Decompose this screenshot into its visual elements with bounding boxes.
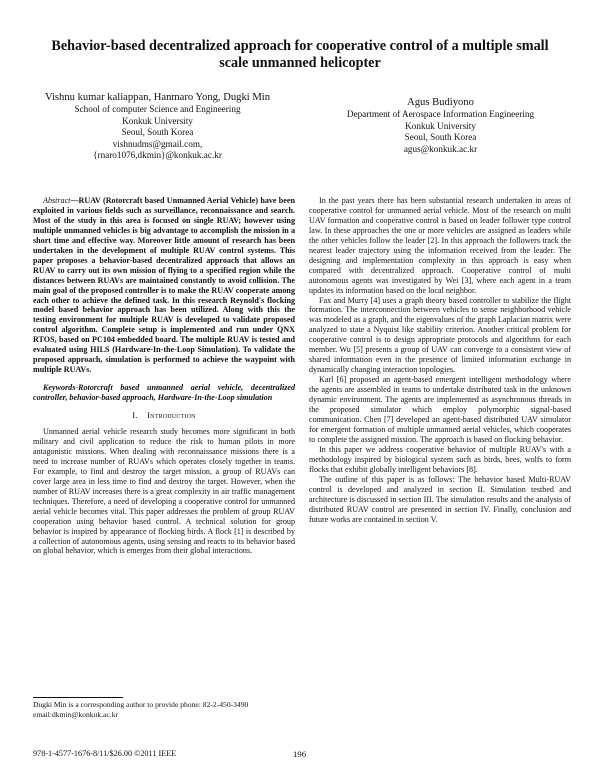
abstract [33,196,295,375]
author-block-right [318,96,563,155]
abstract-text: —RUAV (Rotorcraft based Unmanned Aerial Vehicle) have been exploited in various fields such as surveillance, reconnaissance and search. Most of the study in this area is focused on single RUAV; however using multiple unmanned vehicles is big advantage to accomplish the mission in a short time and effective way. Moreover little amount of research has been undertaken in the development of multiple RUAV control systems. This paper proposes a behavior-based decentralized approach that allows an RUAV to carry out its own mission of flying to a specified region while the distances between RUAVs are maintained constantly to avoid collision. The main goal of the proposed controller is to make the RUAV cooperate among each other to achieve the defined task. In this research Reynold's flocking model based behavior approach has been utilized. Along with this the testing environment for multiple RUAV is developed to validate proposed control algorithm. Complete setup is implemented and run under QNX RTOS, based on PC104 embedded board. The multiple RUAV is tested and evaluated using HILS (Hardware-In-the-Loop Simulation). To validate the proposed approach, simulation is performed to achieve the waypoint with multiple RUAVs. [33,196,295,375]
affiliation-line: Konkuk University [405,120,476,131]
body-paragraph: In the past years there has been substantial research undertaken in areas of cooperative control for unmanned aerial vehicle. Most of the research on multi UAV formation and cooperative control is based on leader follower type control law. In these approaches the one or more vehicles are assigned as leaders while the other vehicles follow the leader [2]. In this approach the followers track the nearest leader trajectory using the information received from the leader. The designing and implementation complexity in this approach is easy when compared with decentralized approach. Cooperative control of multi autonomous agents was investigated by Wei [3], where each agent in a team updates its information based on the local neighbor. [309,196,571,295]
section-heading [33,411,295,421]
keywords: Keywords-Rotorcraft based unmanned aerial vehicle, decentralized controller, behavior-based approach, Hardware-In-the-Loop simulation [33,383,295,403]
body-paragraph: Unmanned aerial vehicle research study becomes more significant in both military and civil application to reduce the risk to human pilots in more antagonistic missions. When dealing with reconnaissance missions there is a need to increase number of RUAVs which operates closely together in teams. For example, to find and destroy the target mission, a group of RUAVs can cover large area in less time to find and destroy the target. However, when the number of RUAV increases there is a great complexity in air traffic management techniques. Therefore, a need of developing a cooperative control for unmanned aerial vehicle becomes vital. This paper addresses the problem of group RUAV cooperation using behavior based control. A technical solution for group behavior is inspired by appearance of flocking birds. A flock [1] is described by a collection of autonomous agents, using sensing and reacts to its behavior based on global behavior, which is emerges from their global interactions. [33,427,295,556]
footnote: Dugki Min is a corresponding author to provide phone: 82-2-450-3490 email:dkmin@konkuk.ac.kr [33,700,249,719]
section-number: I. [132,410,138,421]
author-email: {rnaro1076,dkmin}@konkuk.ac.kr [93,150,222,161]
body-paragraph: Karl [6] proposed an agent-based emergent intelligent methodology where the agents are assembled in teams to undertake distributed task in the unknown dynamic environment. The agents are implemented as asynchronous threads in the proposed simulator which employ polymorphic signal-based communication. Chen [7] developed an agent-based distributed UAV simulator for emergent formation of multiple unmanned aerial vehicles, which cooperates to complete the assigned mission. The approach is based on flocking behavior. [309,375,571,444]
affiliation-line: Department of Aerospace Information Engineering [346,109,535,119]
affiliation-line: Konkuk University [122,115,193,126]
footnote-divider [33,697,123,698]
author-names: Agus Budiyono [407,97,474,108]
affiliation-line: Seoul, South Korea [404,132,477,143]
affiliation-line: School of computer Science and Engineering [74,104,241,114]
body-paragraph: Fax and Murry [4] uses a graph theory based controller to stabilize the flight formation. The interconnection between vehicles to sense neighborhood vehicle was modeled as a graph, and the eigenvalues of the graph Laplacian matrix were analyzed to state a Nyquist like stability criterion. Another critical problem for cooperative control is to design appropriate protocols and algorithms for each member. Wu [5] presents a group of UAV can converge to a consistent view of shared information even in the presence of limited information exchange in dynamically changing interaction topologies. [309,295,571,375]
section-title: Introduction [147,410,196,421]
author-email: vishnudms@gmail.com, [112,138,203,149]
page-number: 196 [293,749,307,759]
affiliation-line: Seoul, South Korea [121,127,194,138]
body-paragraph: In this paper we address cooperative behavior of multiple RUAV's with a methodology inspired by biological system such as birds, bees, wolfs to form flocks that exhibit globally intelligent behaviors [8]. [309,444,571,474]
right-column [309,196,571,524]
author-block-left [40,91,275,162]
left-column [33,196,295,556]
author-email: agus@konkuk.ac.kr [403,143,478,154]
abstract-lead: Abstract [43,196,71,205]
author-names: Vishnu kumar kaliappan, Hanmaro Yong, Dugki Min [44,92,271,103]
copyright-line: 978-1-4577-1676-8/11/$26.00 ©2011 IEEE [33,749,177,758]
paper-title: Behavior-based decentralized approach for cooperative control of a multiple small scale unmanned helicopter [51,38,549,71]
body-paragraph: The outline of this paper is as follows: The behavior based Multi-RUAV control is developed and analyzed in section II. Simulation testbed and architecture is discussed in section III. The simulation results and the analysis of distributed RUAV control are presented in section IV. Finally, conclusion and future works are contained in section V. [309,474,571,524]
